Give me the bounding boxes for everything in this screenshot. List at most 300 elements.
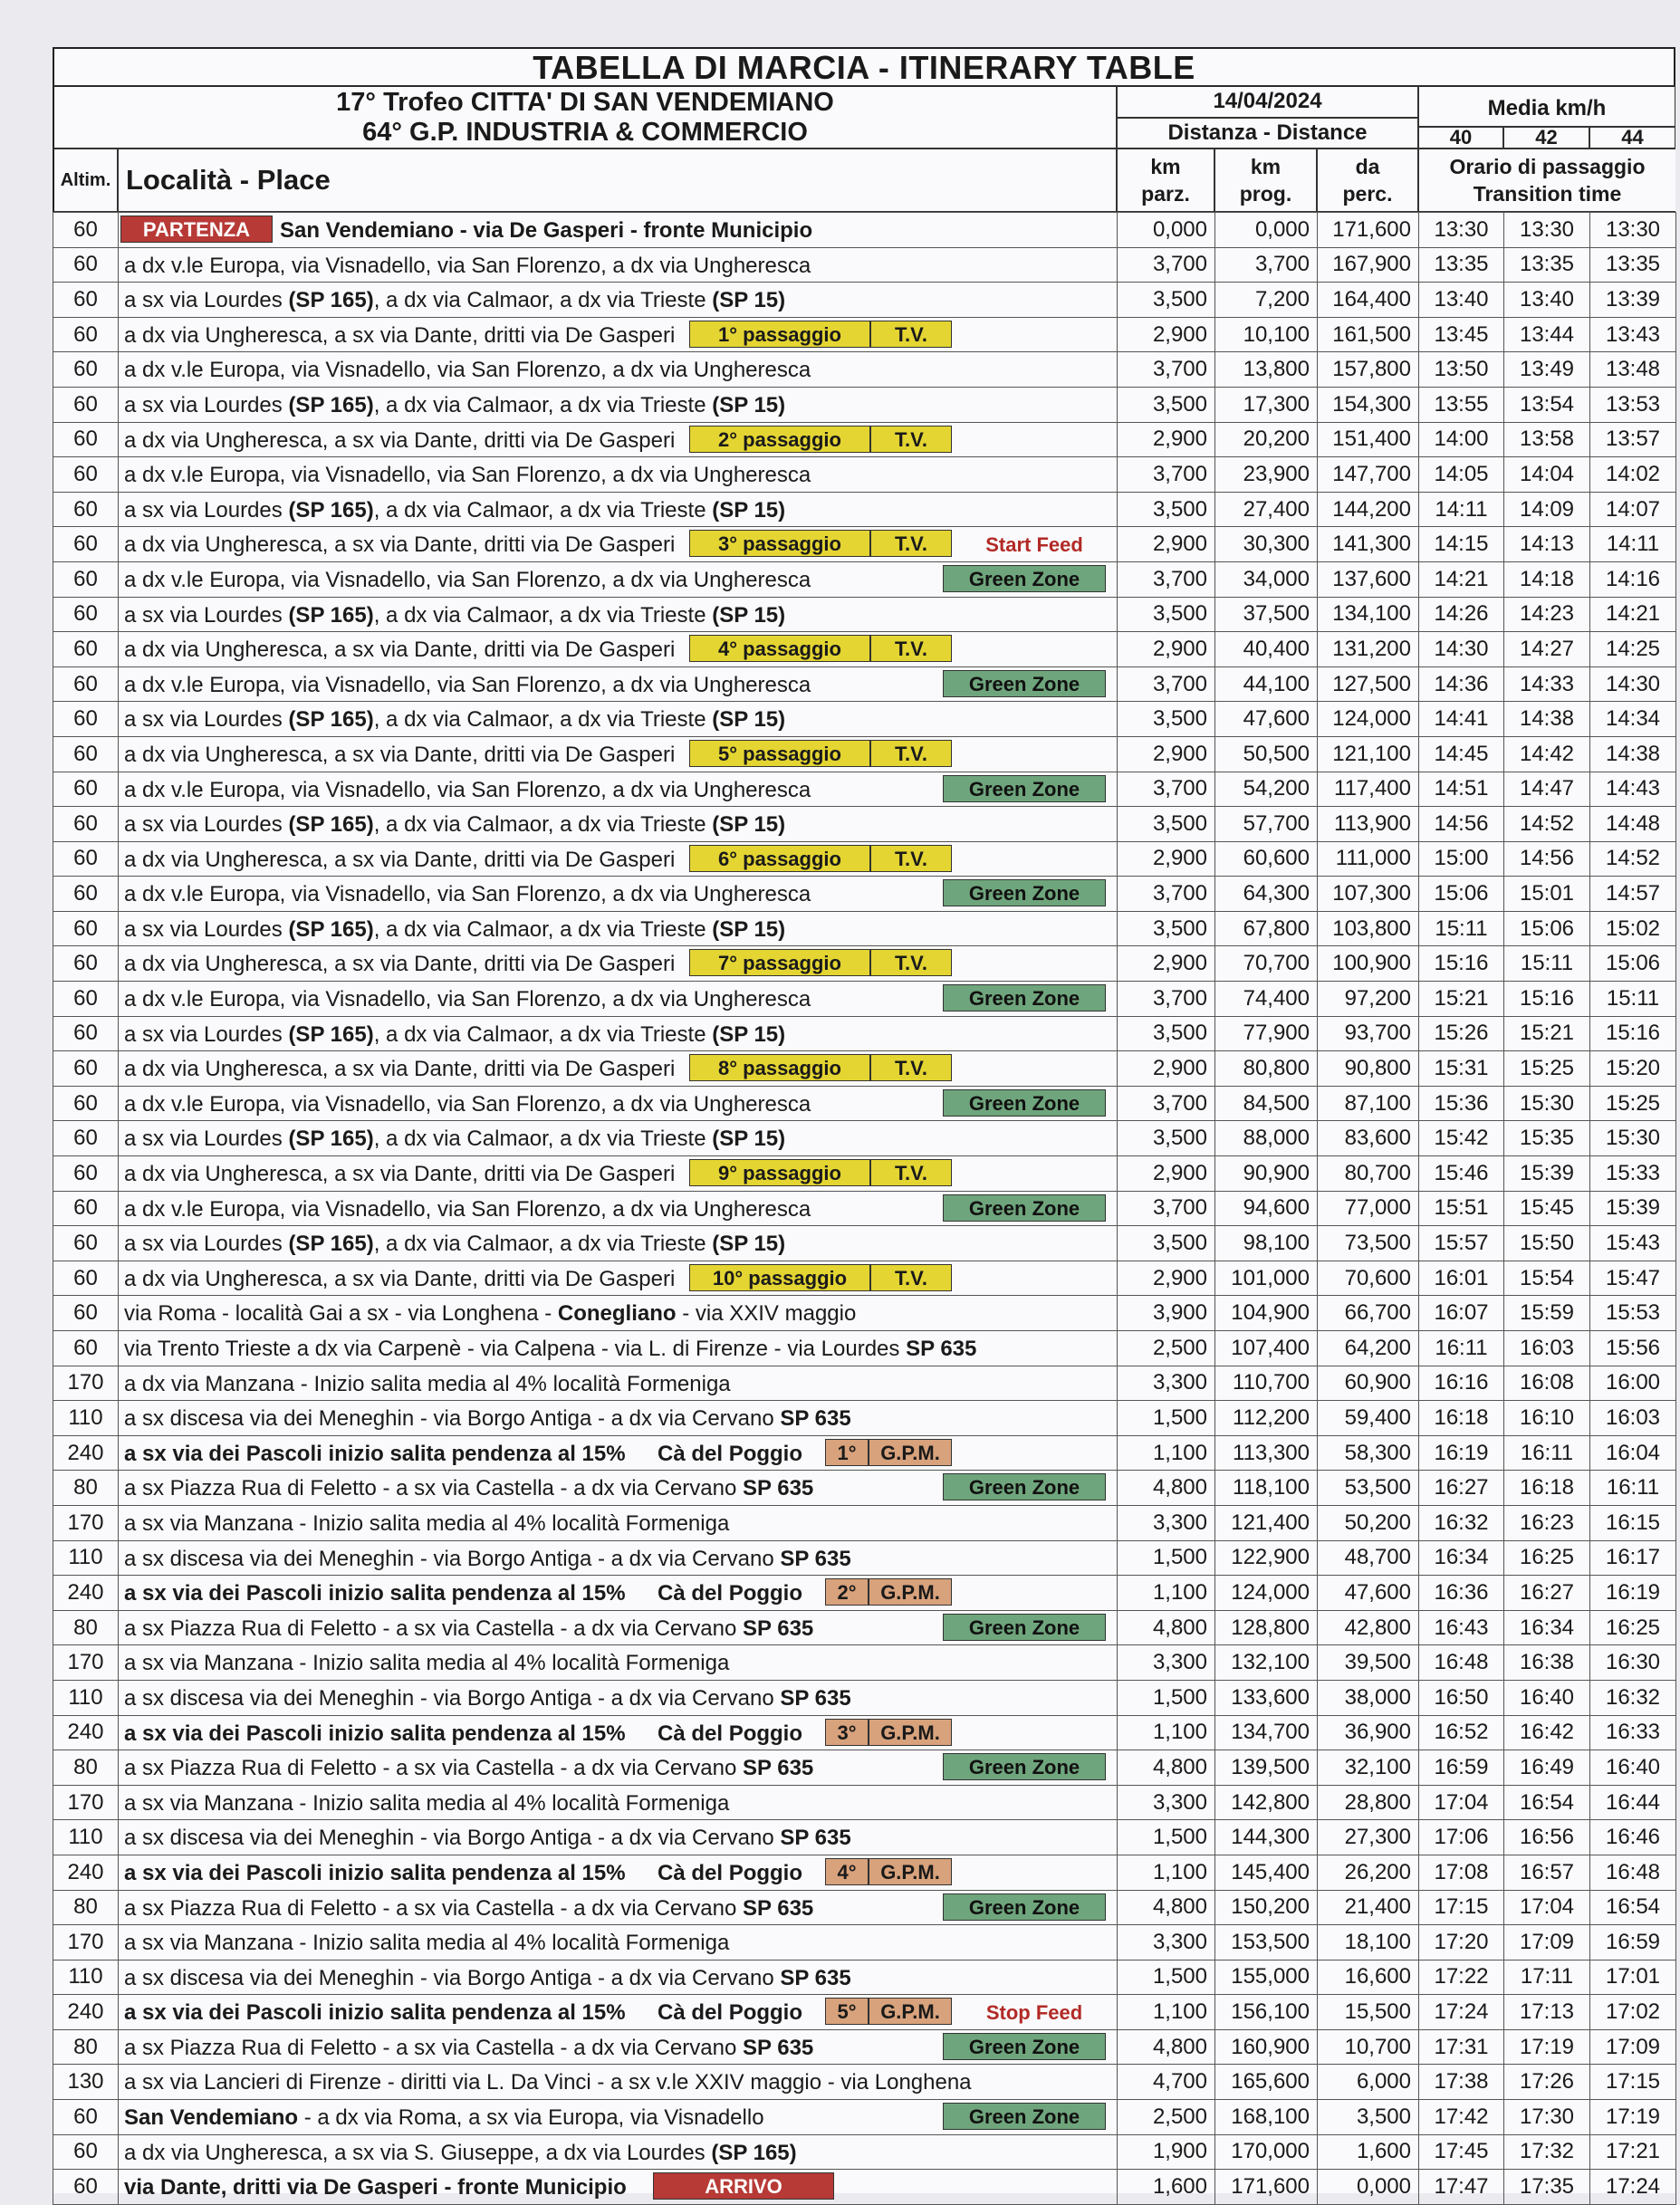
itinerary-table <box>53 212 1676 2205</box>
place-text-part: a dx v.le Europa, via Visnadello, via San Florenzo, a dx via Ungheresca <box>124 987 811 1012</box>
start-badge: PARTENZA <box>120 216 273 243</box>
place-text <box>124 707 785 733</box>
finish-badge: ARRIVO <box>653 2172 834 2200</box>
time-44-cell: 13:39 <box>1590 283 1676 318</box>
place-text-part: a sx via dei Pascoli inizio salita pendenza al 15% <box>124 1721 626 1746</box>
speed-40: 40 <box>1418 127 1503 149</box>
place-text-part: Conegliano <box>557 1301 677 1327</box>
place-text <box>124 1791 729 1817</box>
time-40-cell: 15:26 <box>1419 1016 1504 1051</box>
green-zone-badge: Green Zone <box>943 1194 1106 1222</box>
table-row <box>53 1366 1676 1401</box>
place-text-part: , a dx via Calmaor, a dx via Trieste <box>373 1126 713 1152</box>
place-text-part: a sx via Manzana - Inizio salita media al 4% località Formeniga <box>124 1790 730 1816</box>
altitude-cell: 60 <box>53 2100 119 2135</box>
place-text <box>124 323 675 349</box>
altitude-cell: 60 <box>53 736 119 772</box>
place-text <box>124 1721 626 1747</box>
time-44-cell: 15:02 <box>1590 911 1676 946</box>
da-perc-cell: 32,100 <box>1318 1750 1419 1786</box>
km-parz-cell: 3,500 <box>1118 387 1215 422</box>
feed-label: Stop Feed <box>985 2001 1083 2025</box>
time-44-cell: 16:25 <box>1590 1610 1676 1645</box>
place-text-part: , a dx via Calmaor, a dx via Trieste <box>373 1232 713 1257</box>
table-row <box>53 1890 1676 1925</box>
time-40-cell: 16:50 <box>1419 1680 1504 1715</box>
km-parz-cell: 1,900 <box>1118 2134 1215 2170</box>
place-text-part: a sx via Lourdes <box>124 392 289 417</box>
time-40-cell: 13:30 <box>1419 213 1504 248</box>
da-perc-cell: 39,500 <box>1318 1645 1419 1681</box>
km-prog-cell: 112,200 <box>1215 1401 1318 1436</box>
place-text <box>124 673 811 698</box>
place-text-part: a sx via Manzana - Inizio salita media al 4% località Formeniga <box>124 1651 730 1676</box>
place-text-part: , a dx via Calmaor, a dx via Trieste <box>373 288 713 313</box>
altitude-cell: 60 <box>53 247 119 283</box>
place-cell <box>119 1680 1118 1715</box>
time-44-cell: 14:11 <box>1590 527 1676 562</box>
da-perc-cell: 21,400 <box>1318 1890 1419 1925</box>
time-42-cell: 13:30 <box>1504 213 1590 248</box>
table-row <box>53 213 1676 248</box>
place-text-part: SP 635 <box>780 1685 851 1711</box>
time-42-cell: 14:09 <box>1504 492 1590 527</box>
km-parz-cell: 3,700 <box>1118 982 1215 1017</box>
time-44-cell: 15:20 <box>1590 1051 1676 1087</box>
da-perc-cell: 15,500 <box>1318 1995 1419 2030</box>
place-text-part: a sx discesa via dei Meneghin - via Borgo Antiga - a dx via Cervano <box>124 1685 781 1711</box>
time-44-cell: 16:33 <box>1590 1715 1676 1750</box>
place-text <box>124 603 785 628</box>
km-parz-cell: 3,700 <box>1118 666 1215 702</box>
altitude-cell: 60 <box>53 1016 119 1051</box>
place-text-part: a sx discesa via dei Meneghin - via Borgo Antiga - a dx via Cervano <box>124 1826 781 1851</box>
table-row <box>53 1855 1676 1890</box>
km-parz-cell: 3,500 <box>1118 597 1215 632</box>
place-text-part: , a dx via Calmaor, a dx via Trieste <box>373 602 713 628</box>
place-cell <box>119 2134 1118 2170</box>
km-prog-cell: 50,500 <box>1215 736 1318 772</box>
time-44-cell: 17:15 <box>1590 2065 1676 2100</box>
time-42-cell: 15:01 <box>1504 877 1590 912</box>
table-row <box>53 702 1676 737</box>
time-40-cell: 13:35 <box>1419 247 1504 283</box>
place-text-part: - a dx via Roma, a sx via Europa, via Visnadello <box>298 2105 764 2131</box>
altitude-cell: 60 <box>53 2170 119 2205</box>
place-text-part: a sx via Lourdes <box>124 288 289 313</box>
place-text <box>124 882 811 907</box>
place-text-part: a dx via Ungheresca, a sx via Dante, dritti via De Gasperi <box>124 638 676 663</box>
time-44-cell: 15:16 <box>1590 1016 1676 1051</box>
place-text <box>124 1826 851 1851</box>
table-row <box>53 527 1676 562</box>
place-cell <box>119 1331 1118 1366</box>
km-prog-cell: 110,700 <box>1215 1366 1318 1401</box>
place-text-part: a sx Piazza Rua di Feletto - a sx via Castella - a dx via Cervano <box>124 1476 743 1501</box>
place-text-part: a sx via Manzana - Inizio salita media al 4% località Formeniga <box>124 1510 730 1536</box>
time-40-cell: 17:42 <box>1419 2100 1504 2135</box>
km-parz-cell: 1,600 <box>1118 2170 1215 2205</box>
place-cell <box>119 1401 1118 1436</box>
km-prog-cell: 171,600 <box>1215 2170 1318 2205</box>
place-cell <box>119 422 1118 457</box>
time-44-cell: 15:11 <box>1590 982 1676 1017</box>
place-text-part: a sx discesa via dei Meneghin - via Borgo Antiga - a dx via Cervano <box>124 1965 781 1990</box>
time-44-cell: 16:46 <box>1590 1820 1676 1855</box>
km-parz-cell: 3,500 <box>1118 492 1215 527</box>
time-42-cell: 15:50 <box>1504 1226 1590 1261</box>
place-cell <box>119 247 1118 283</box>
time-40-cell: 17:22 <box>1419 1960 1504 1995</box>
time-40-cell: 13:55 <box>1419 387 1504 422</box>
time-44-cell: 17:01 <box>1590 1960 1676 1995</box>
place-text-part: a dx via Ungheresca, a sx via Dante, dritti via De Gasperi <box>124 322 676 348</box>
place-cell <box>119 2065 1118 2100</box>
time-40-cell: 15:00 <box>1419 841 1504 877</box>
km-prog-cell: 34,000 <box>1215 561 1318 597</box>
time-44-cell: 16:54 <box>1590 1890 1676 1925</box>
time-44-cell: 14:25 <box>1590 632 1676 667</box>
km-parz-cell: 3,500 <box>1118 283 1215 318</box>
place-text <box>124 1581 626 1606</box>
time-40-cell: 14:56 <box>1419 807 1504 842</box>
time-42-cell: 16:40 <box>1504 1680 1590 1715</box>
km-prog-cell: 40,400 <box>1215 632 1318 667</box>
time-44-cell: 15:30 <box>1590 1121 1676 1156</box>
da-perc-cell: 10,700 <box>1318 2029 1419 2065</box>
km-parz-cell: 3,700 <box>1118 247 1215 283</box>
media-header: Media km/h <box>1418 85 1675 127</box>
place-cell <box>119 527 1118 562</box>
km-parz-cell: 2,900 <box>1118 317 1215 352</box>
km-parz-cell: 1,100 <box>1118 1435 1215 1471</box>
km-parz-cell: 2,900 <box>1118 946 1215 982</box>
altitude-cell: 60 <box>53 561 119 597</box>
time-40-cell: 16:01 <box>1419 1261 1504 1296</box>
time-42-cell: 16:42 <box>1504 1715 1590 1750</box>
place-cell <box>119 1750 1118 1786</box>
time-44-cell: 15:25 <box>1590 1086 1676 1121</box>
km-prog-cell: 77,900 <box>1215 1016 1318 1051</box>
place-text <box>280 218 812 244</box>
gpm-badge: G.P.M. <box>869 1998 952 2025</box>
km-prog-cell: 3,700 <box>1215 247 1318 283</box>
altitude-cell: 60 <box>53 283 119 318</box>
km-prog-cell: 54,200 <box>1215 772 1318 807</box>
altitude-cell: 130 <box>53 2065 119 2100</box>
time-42-cell: 13:40 <box>1504 283 1590 318</box>
altitude-cell: 60 <box>53 422 119 457</box>
altitude-cell: 60 <box>53 1331 119 1366</box>
place-text-part: a sx via Manzana - Inizio salita media al 4% località Formeniga <box>124 1931 730 1956</box>
da-perc-cell: 147,700 <box>1318 457 1419 493</box>
time-44-cell: 17:24 <box>1590 2170 1676 2205</box>
time-42-cell: 15:06 <box>1504 911 1590 946</box>
time-40-cell: 16:43 <box>1419 1610 1504 1645</box>
time-42-cell: 14:33 <box>1504 666 1590 702</box>
table-row <box>53 1785 1676 1820</box>
time-42-cell: 14:13 <box>1504 527 1590 562</box>
km-parz-cell: 3,700 <box>1118 561 1215 597</box>
time-40-cell: 16:18 <box>1419 1401 1504 1436</box>
place-text-part: SP 635 <box>742 1476 814 1501</box>
time-42-cell: 13:58 <box>1504 422 1590 457</box>
time-44-cell: 15:06 <box>1590 946 1676 982</box>
table-row <box>53 1156 1676 1192</box>
km-parz-cell: 3,900 <box>1118 1296 1215 1331</box>
da-perc-cell: 113,900 <box>1318 807 1419 842</box>
place-cell <box>119 1191 1118 1226</box>
time-44-cell: 17:19 <box>1590 2100 1676 2135</box>
place-cell <box>119 1016 1118 1051</box>
place-text <box>124 1267 675 1292</box>
place-cell <box>119 1435 1118 1471</box>
time-44-cell: 16:17 <box>1590 1540 1676 1576</box>
poggio-label: Cà del Poggio <box>658 1860 803 1885</box>
place-text-part: SP 635 <box>742 1615 814 1641</box>
place-text-part: a sx via dei Pascoli inizio salita pendenza al 15% <box>124 2000 626 2026</box>
table-row <box>53 946 1676 982</box>
altitude-cell: 240 <box>53 1855 119 1890</box>
km-parz-cell: 1,500 <box>1118 1680 1215 1715</box>
place-text-part: a sx via dei Pascoli inizio salita pendenza al 15% <box>124 1581 626 1606</box>
place-text <box>124 848 675 873</box>
place-cell <box>119 387 1118 422</box>
time-42-cell: 14:52 <box>1504 807 1590 842</box>
altitude-cell: 60 <box>53 1261 119 1296</box>
place-text <box>124 952 675 977</box>
altitude-cell: 60 <box>53 1191 119 1226</box>
time-42-cell: 16:34 <box>1504 1610 1590 1645</box>
gpm-number-badge: 5° <box>825 1998 869 2025</box>
time-44-cell: 16:11 <box>1590 1471 1676 1506</box>
km-prog-cell: 142,800 <box>1215 1785 1318 1820</box>
table-row <box>53 1401 1676 1436</box>
km-parz-cell: 3,300 <box>1118 1925 1215 1961</box>
time-44-cell: 15:47 <box>1590 1261 1676 1296</box>
time-42-cell: 15:11 <box>1504 946 1590 982</box>
place-text-part: a sx discesa via dei Meneghin - via Borgo Antiga - a dx via Cervano <box>124 1406 781 1432</box>
time-40-cell: 14:21 <box>1419 561 1504 597</box>
tv-badge: T.V. <box>870 321 952 348</box>
document-title: TABELLA DI MARCIA - ITINERARY TABLE <box>53 47 1675 87</box>
km-parz-cell: 1,100 <box>1118 1995 1215 2030</box>
transition-line-2: Transition time <box>1473 182 1622 206</box>
km-parz-cell: 3,700 <box>1118 772 1215 807</box>
km-prog-cell: 121,400 <box>1215 1505 1318 1540</box>
time-44-cell: 15:56 <box>1590 1331 1676 1366</box>
tv-badge: T.V. <box>870 1159 952 1186</box>
time-42-cell: 17:26 <box>1504 2065 1590 2100</box>
place-text <box>124 2070 972 2095</box>
time-42-cell: 14:23 <box>1504 597 1590 632</box>
time-42-cell: 17:11 <box>1504 1960 1590 1995</box>
km-prog-line-1: km <box>1250 155 1282 178</box>
km-prog-cell: 122,900 <box>1215 1540 1318 1576</box>
table-row <box>53 1645 1676 1681</box>
da-perc-line-2: perc. <box>1342 182 1393 206</box>
time-42-cell: 15:25 <box>1504 1051 1590 1087</box>
time-42-cell: 17:30 <box>1504 2100 1590 2135</box>
time-44-cell: 16:44 <box>1590 1785 1676 1820</box>
time-40-cell: 16:59 <box>1419 1750 1504 1786</box>
place-text-part: (SP 15) <box>712 812 786 838</box>
altim-header: Altim. <box>53 149 118 212</box>
da-perc-cell: 161,500 <box>1318 317 1419 352</box>
km-parz-cell: 4,800 <box>1118 1890 1215 1925</box>
da-perc-cell: 134,100 <box>1318 597 1419 632</box>
place-cell <box>119 1715 1118 1750</box>
place-text <box>124 1162 675 1187</box>
place-text <box>124 1092 811 1117</box>
table-row <box>53 807 1676 842</box>
time-40-cell: 14:05 <box>1419 457 1504 493</box>
table-row <box>53 982 1676 1017</box>
time-42-cell: 17:32 <box>1504 2134 1590 2170</box>
da-perc-cell: 47,600 <box>1318 1576 1419 1611</box>
gpm-number-badge: 2° <box>825 1578 869 1606</box>
time-44-cell: 16:59 <box>1590 1925 1676 1961</box>
time-42-cell: 16:27 <box>1504 1576 1590 1611</box>
da-perc-cell: 111,000 <box>1318 841 1419 877</box>
altitude-cell: 110 <box>53 1960 119 1995</box>
time-40-cell: 16:34 <box>1419 1540 1504 1576</box>
green-zone-badge: Green Zone <box>943 1614 1106 1641</box>
place-cell <box>119 1121 1118 1156</box>
table-row <box>53 1540 1676 1576</box>
km-parz-line-2: parz. <box>1141 182 1190 206</box>
place-text <box>124 1406 851 1432</box>
altitude-cell: 80 <box>53 1890 119 1925</box>
place-cell <box>119 1226 1118 1261</box>
place-text-part: a sx via Lourdes <box>124 812 289 838</box>
place-text-part: a sx discesa via dei Meneghin - via Borgo Antiga - a dx via Cervano <box>124 1546 781 1571</box>
time-42-cell: 15:35 <box>1504 1121 1590 1156</box>
km-parz-cell: 1,500 <box>1118 1960 1215 1995</box>
place-text <box>124 917 785 943</box>
place-text-part: a dx via Ungheresca, a sx via Dante, dritti via De Gasperi <box>124 1162 676 1187</box>
da-perc-cell: 171,600 <box>1318 213 1419 248</box>
time-44-cell: 13:57 <box>1590 422 1676 457</box>
place-text-part: a sx via Lourdes <box>124 497 289 522</box>
table-row <box>53 1750 1676 1786</box>
time-40-cell: 16:48 <box>1419 1645 1504 1681</box>
race-name-header <box>53 85 1117 149</box>
km-prog-cell: 88,000 <box>1215 1121 1318 1156</box>
altitude-cell: 60 <box>53 911 119 946</box>
place-text-part: a sx Piazza Rua di Feletto - a sx via Castella - a dx via Cervano <box>124 1756 743 1781</box>
place-cell <box>119 1366 1118 1401</box>
time-40-cell: 16:27 <box>1419 1471 1504 1506</box>
place-cell <box>119 807 1118 842</box>
altitude-cell: 60 <box>53 2134 119 2170</box>
altitude-cell: 60 <box>53 213 119 248</box>
time-44-cell: 17:21 <box>1590 2134 1676 2170</box>
place-cell <box>119 1156 1118 1192</box>
time-42-cell: 13:35 <box>1504 247 1590 283</box>
gpm-number-badge: 4° <box>825 1858 869 1885</box>
da-perc-cell: 16,600 <box>1318 1960 1419 1995</box>
altitude-cell: 240 <box>53 1715 119 1750</box>
date-cell: 14/04/2024 <box>1117 85 1418 118</box>
km-prog-cell: 156,100 <box>1215 1995 1318 2030</box>
altitude-cell: 60 <box>53 457 119 493</box>
altitude-cell: 240 <box>53 1576 119 1611</box>
time-40-cell: 14:30 <box>1419 632 1504 667</box>
time-44-cell: 13:30 <box>1590 213 1676 248</box>
place-text-part: a dx via Ungheresca, a sx via Dante, dritti via De Gasperi <box>124 1266 676 1291</box>
tv-badge: T.V. <box>870 740 952 767</box>
altitude-cell: 110 <box>53 1820 119 1855</box>
place-cell <box>119 2100 1118 2135</box>
table-row <box>53 387 1676 422</box>
place-text-part: a dx via Ungheresca, a sx via Dante, dritti via De Gasperi <box>124 1057 676 1082</box>
altitude-cell: 60 <box>53 1121 119 1156</box>
altitude-cell: 60 <box>53 492 119 527</box>
time-40-cell: 15:06 <box>1419 877 1504 912</box>
time-42-cell: 14:38 <box>1504 702 1590 737</box>
da-perc-cell: 137,600 <box>1318 561 1419 597</box>
table-row <box>53 666 1676 702</box>
place-cell <box>119 946 1118 982</box>
km-prog-cell: 98,100 <box>1215 1226 1318 1261</box>
time-42-cell: 16:11 <box>1504 1435 1590 1471</box>
table-row <box>53 1505 1676 1540</box>
da-perc-cell: 70,600 <box>1318 1261 1419 1296</box>
da-perc-cell: 127,500 <box>1318 666 1419 702</box>
altitude-cell: 110 <box>53 1540 119 1576</box>
time-42-cell: 16:38 <box>1504 1645 1590 1681</box>
km-parz-cell: 2,900 <box>1118 841 1215 877</box>
time-44-cell: 14:16 <box>1590 561 1676 597</box>
green-zone-badge: Green Zone <box>943 1089 1106 1117</box>
place-cell <box>119 213 1118 248</box>
km-prog-cell: 47,600 <box>1215 702 1318 737</box>
place-text <box>124 778 811 803</box>
place-cell <box>119 1261 1118 1296</box>
passage-badge: 8° passaggio <box>689 1054 870 1081</box>
place-text-part: (SP 15) <box>712 707 786 733</box>
poggio-label: Cà del Poggio <box>658 1721 803 1746</box>
da-perc-cell: 87,100 <box>1318 1086 1419 1121</box>
time-42-cell: 14:18 <box>1504 561 1590 597</box>
da-perc-line-1: da <box>1355 155 1380 178</box>
place-text-part: (SP 165) <box>288 392 374 417</box>
altitude-cell: 60 <box>53 772 119 807</box>
km-parz-cell: 3,500 <box>1118 1121 1215 1156</box>
place-text-part: San Vendemiano <box>124 2105 299 2131</box>
table-row <box>53 1610 1676 1645</box>
time-44-cell: 17:02 <box>1590 1995 1676 2030</box>
place-text <box>124 1931 729 1956</box>
da-perc-cell: 97,200 <box>1318 982 1419 1017</box>
place-text-part: , a dx via Calmaor, a dx via Trieste <box>373 707 713 733</box>
place-cell <box>119 492 1118 527</box>
place-text <box>124 428 675 454</box>
time-42-cell: 17:35 <box>1504 2170 1590 2205</box>
table-row <box>53 597 1676 632</box>
place-cell <box>119 1086 1118 1121</box>
tv-badge: T.V. <box>870 426 952 453</box>
km-prog-cell: 74,400 <box>1215 982 1318 1017</box>
green-zone-badge: Green Zone <box>943 670 1106 697</box>
place-cell <box>119 1960 1118 1995</box>
altitude-cell: 80 <box>53 2029 119 2065</box>
place-cell <box>119 1855 1118 1890</box>
time-44-cell: 14:43 <box>1590 772 1676 807</box>
da-perc-cell: 1,600 <box>1318 2134 1419 2170</box>
poggio-label: Cà del Poggio <box>658 2000 803 2026</box>
